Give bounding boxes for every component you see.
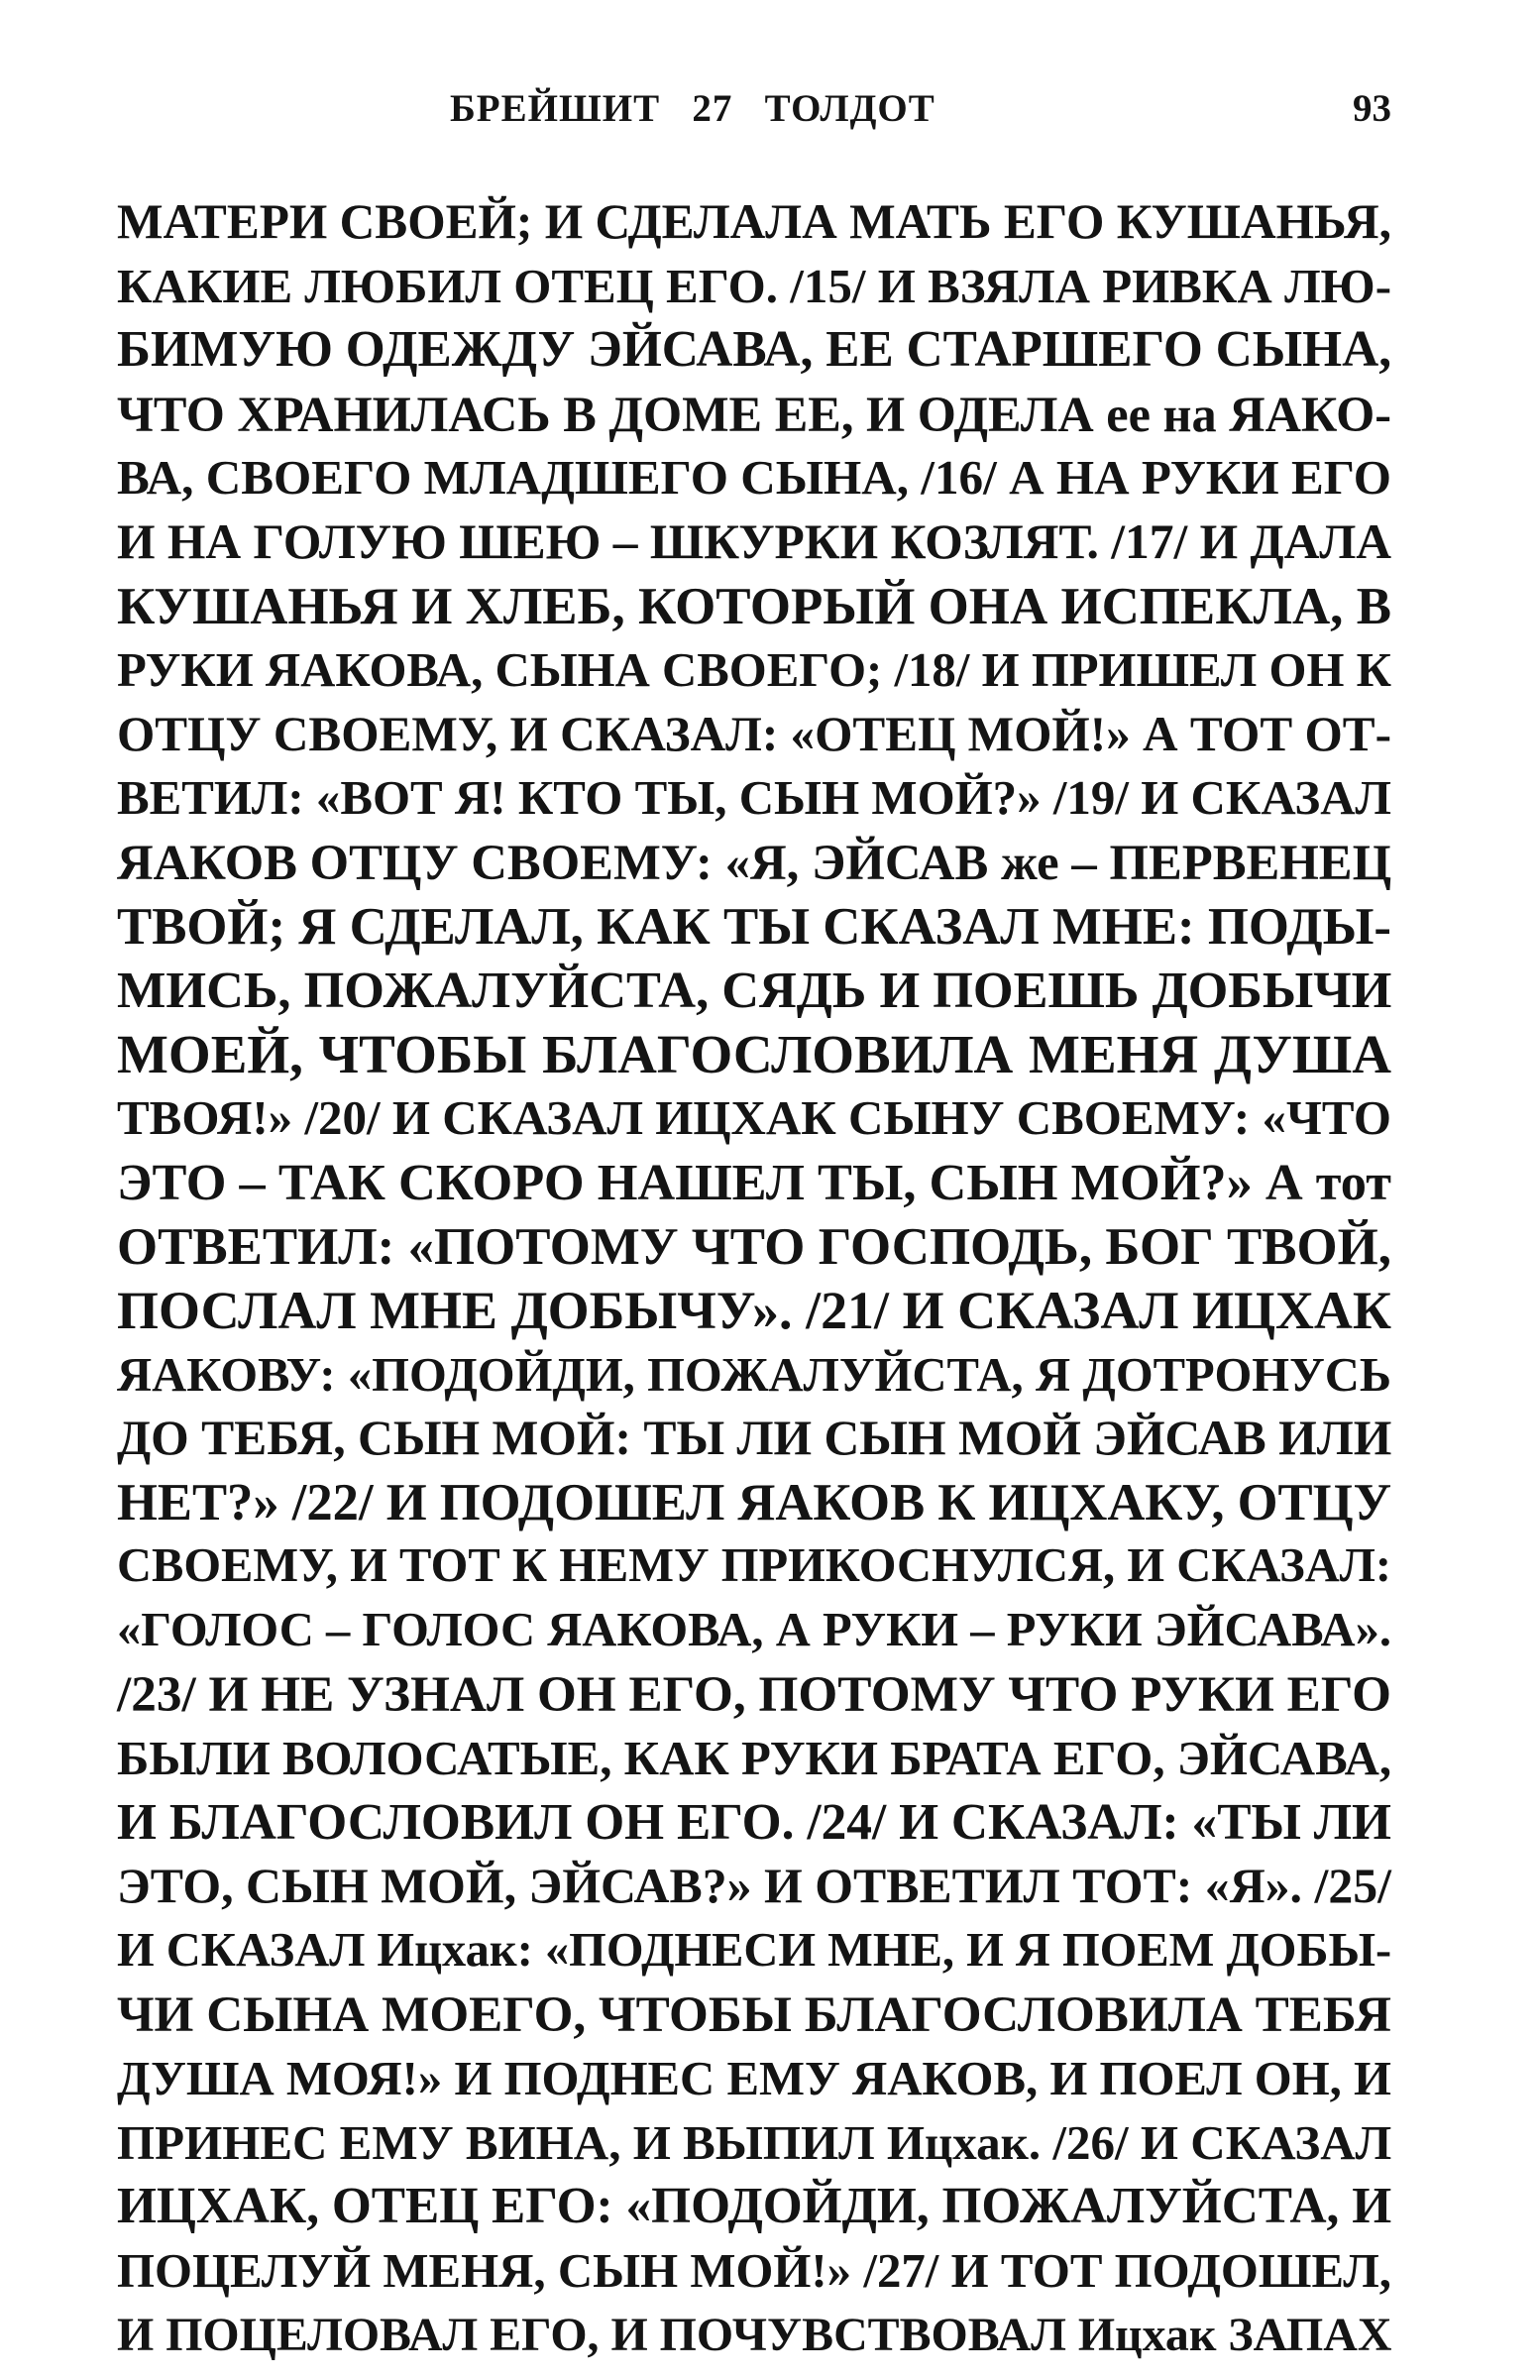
text-line: РУКИ ЯАКОВА, СЫНА СВОЕГО; /18/ И ПРИШЕЛ ОН К <box>117 643 1391 698</box>
text-line: ИЦХАК, ОТЕЦ ЕГО: «ПОДОЙДИ, ПОЖАЛУЙСТА, И <box>117 2178 1392 2235</box>
text-line: ВЕТИЛ: «ВОТ Я! КТО ТЫ, СЫН МОЙ?» /19/ И СКАЗАЛ <box>117 770 1391 826</box>
text-line: ТВОЯ!» /20/ И СКАЗАЛ ИЦХАК СЫНУ СВОЕМУ: «ЧТО <box>117 1090 1391 1146</box>
text-line: ОТЦУ СВОЕМУ, И СКАЗАЛ: «ОТЕЦ МОЙ!» А ТОТ ОТ- <box>117 706 1391 761</box>
text-line: И БЛАГОСЛОВИЛ ОН ЕГО. /24/ И СКАЗАЛ: «ТЫ ЛИ <box>117 1793 1391 1851</box>
text-line: ПРИНЕС ЕМУ ВИНА, И ВЫПИЛ Ицхак. /26/ И СКАЗАЛ <box>117 2114 1392 2170</box>
text-line: ДУША МОЯ!» И ПОДНЕС ЕМУ ЯАКОВ, И ПОЕЛ ОН, И <box>117 2052 1391 2106</box>
text-line: ЧТО ХРАНИЛАСЬ В ДОМЕ ЕЕ, И ОДЕЛА ее на ЯАКО- <box>117 386 1391 442</box>
text-line: ЧИ СЫНА МОЕГО, ЧТОБЫ БЛАГОСЛОВИЛА ТЕБЯ <box>117 1985 1391 2043</box>
text-line: КАКИЕ ЛЮБИЛ ОТЕЦ ЕГО. /15/ И ВЗЯЛА РИВКА ЛЮ- <box>117 258 1391 313</box>
text-line: И НА ГОЛУЮ ШЕЮ – ШКУРКИ КОЗЛЯТ. /17/ И ДАЛА <box>117 513 1391 569</box>
text-line: ЭТО, СЫН МОЙ, ЭЙСАВ?» И ОТВЕТИЛ ТОТ: «Я». /25/ <box>117 1859 1391 1914</box>
text-line: ПОЦЕЛУЙ МЕНЯ, СЫН МОЙ!» /27/ И ТОТ ПОДОШЕЛ, <box>117 2243 1391 2298</box>
text-line: НЕТ?» /22/ И ПОДОШЕЛ ЯАКОВ К ИЦХАКУ, ОТЦУ <box>117 1473 1392 1531</box>
text-line: И СКАЗАЛ Ицхак: «ПОДНЕСИ МНЕ, И Я ПОЕМ ДОБЫ- <box>117 1924 1392 1978</box>
text-line: МИСЬ, ПОЖАЛУЙСТА, СЯДЬ И ПОЕШЬ ДОБЫЧИ <box>117 962 1392 1020</box>
text-line: ТВОЙ; Я СДЕЛАЛ, КАК ТЫ СКАЗАЛ МНЕ: ПОДЫ- <box>117 897 1391 956</box>
text-line: ДО ТЕБЯ, СЫН МОЙ: ТЫ ЛИ СЫН МОЙ ЭЙСАВ ИЛИ <box>117 1411 1392 1466</box>
text-line: СВОЕМУ, И ТОТ К НЕМУ ПРИКОСНУЛСЯ, И СКАЗАЛ: <box>117 1539 1391 1593</box>
text-line: МАТЕРИ СВОЕЙ; И СДЕЛАЛА МАТЬ ЕГО КУШАНЬЯ, <box>117 194 1391 249</box>
page-number: 93 <box>1353 87 1391 130</box>
text-line: БИМУЮ ОДЕЖДУ ЭЙСАВА, ЕЕ СТАРШЕГО СЫНА, <box>117 321 1392 379</box>
running-head <box>117 81 1391 137</box>
text-line: И ПОЦЕЛОВАЛ ЕГО, И ПОЧУВСТВОВАЛ Ицхак ЗАПАХ <box>117 2308 1392 2361</box>
text-line: ВА, СВОЕГО МЛАДШЕГО СЫНА, /16/ А НА РУКИ ЕГО <box>117 450 1391 506</box>
text-line: БЫЛИ ВОЛОСАТЫЕ, КАК РУКИ БРАТА ЕГО, ЭЙСАВА, <box>117 1731 1392 1786</box>
text-line: КУШАНЬЯ И ХЛЕБ, КОТОРЫЙ ОНА ИСПЕКЛА, В <box>117 577 1391 635</box>
text-line: /23/ И НЕ УЗНАЛ ОН ЕГО, ПОТОМУ ЧТО РУКИ ЕГО <box>117 1665 1392 1723</box>
text-line: «ГОЛОС – ГОЛОС ЯАКОВА, А РУКИ – РУКИ ЭЙСАВА». <box>117 1604 1391 1657</box>
text-line: ПОСЛАЛ МНЕ ДОБЫЧУ». /21/ И СКАЗАЛ ИЦХАК <box>117 1281 1391 1341</box>
body-text <box>117 190 1391 2367</box>
running-head-title: БРЕЙШИТ 27 ТОЛДОТ <box>450 87 935 130</box>
text-line: ЯАКОВ ОТЦУ СВОЕМУ: «Я, ЭЙСАВ же – ПЕРВЕНЕЦ <box>117 834 1391 890</box>
text-line: МОЕЙ, ЧТОБЫ БЛАГОСЛОВИЛА МЕНЯ ДУША <box>117 1023 1391 1084</box>
text-line: ЯАКОВУ: «ПОДОЙДИ, ПОЖАЛУЙСТА, Я ДОТРОНУСЬ <box>117 1347 1391 1402</box>
text-line: ЭТО – ТАК СКОРО НАШЕЛ ТЫ, СЫН МОЙ?» А тот <box>117 1153 1391 1211</box>
text-line: ОТВЕТИЛ: «ПОТОМУ ЧТО ГОСПОДЬ, БОГ ТВОЙ, <box>117 1217 1391 1276</box>
